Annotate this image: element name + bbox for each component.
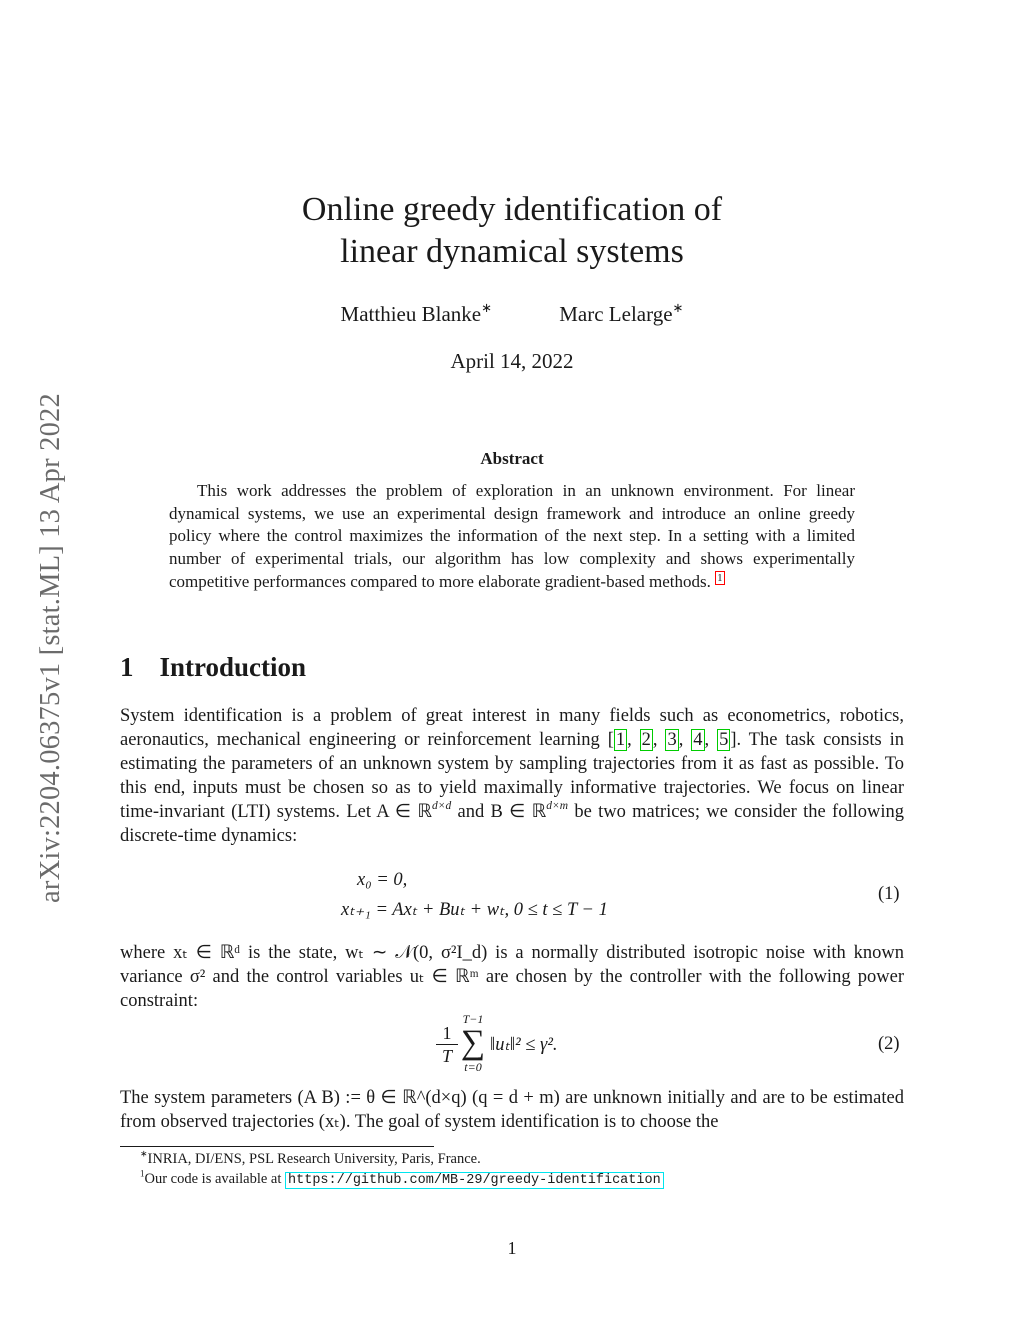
equation-1-number: (1)	[878, 884, 900, 904]
abstract-body: This work addresses the problem of exploration in an unknown environment. For linear dynamical systems, we use an experimental design framework and introduce an online greedy policy where the control maximizes the information of the next step. In a setting with a limited number of experimental trials, our algorithm has low complexity and shows experimentally competitive performances compared to more elaborate gradient-based methods.	[169, 481, 855, 591]
section-title: Introduction	[159, 652, 307, 682]
citation-link[interactable]: 1	[615, 730, 626, 750]
section-number: 1	[120, 652, 134, 682]
section-heading	[120, 652, 306, 683]
paper-title	[0, 189, 1024, 273]
footnote-mark: 1	[140, 1168, 145, 1179]
equation-2-fraction	[436, 1022, 458, 1067]
para-text: ]. The task consists in estimating the parameters of an unknown system by sampling trajectories from it as fast as possible. To this end, inputs must be chosen so as to yield maximally informative trajectories. We focus on linear time-invariant (LTI) systems. Let A ∈ ℝ	[120, 730, 904, 822]
footnote-mark: ∗	[140, 1148, 148, 1159]
page-number: 1	[507, 1238, 517, 1258]
title-line-1: Online greedy identification of	[301, 191, 723, 228]
code-url-link[interactable]: https://github.com/MB-29/greedy-identification	[285, 1172, 664, 1189]
equation-1-line-1: x₀ = 0,	[357, 870, 408, 890]
arxiv-id: arXiv:2204.06375v1 [stat.ML] 13 Apr 2022	[35, 393, 66, 903]
author-name: Marc Lelarge	[559, 302, 673, 326]
sum-sign: ∑	[460, 1024, 486, 1061]
intro-paragraph-3: The system parameters (A B) := θ ∈ ℝ^(d×q) (q = d + m) are unknown initially and are to be estimated from observed trajectories (xₜ). The goal of system identification is to choose the	[120, 1088, 904, 1132]
author-name: Matthieu Blanke	[340, 302, 482, 326]
math-superscript: d×m	[546, 799, 569, 812]
intro-paragraph-2: where xₜ ∈ ℝᵈ is the state, wₜ ∼ 𝒩(0, σ²I_d) is a normally distributed isotropic noise with known variance σ² and the control variables uₜ ∈ ℝᵐ are chosen by the controller with the following power constraint:	[120, 943, 904, 1011]
citation-link[interactable]: 2	[641, 730, 651, 750]
arxiv-sidebar-stamp	[31, 342, 71, 954]
equation-1-line-2: xₜ₊₁ = Axₜ + Buₜ + wₜ, 0 ≤ t ≤ T − 1	[341, 900, 608, 920]
fraction-numerator: 1	[436, 1022, 458, 1045]
para-text: and B ∈ ℝ	[451, 802, 547, 822]
math-superscript: d×d	[431, 799, 452, 812]
citation-link[interactable]: 3	[667, 730, 677, 750]
intro-paragraph-1: System identification is a problem of great interest in many fields such as econometrics, robotics, aeronautics, mechanical engineering or reinforcement learning [ 1 , 2 , 3 , 4 , 5 ]. The task consists in estimating the parameters of an unknown system by sampling trajectories from it as fast as possible. To this end, inputs must be chosen so as to yield maximally informative trajectories. We focus on linear time-invariant (LTI) systems. Let A ∈ ℝ$^{d\times d}$ and B ∈ ℝ$^{d\times m}$ be two matrices; we consider the following discrete-time dynamics:	[120, 706, 904, 846]
paper-date: April 14, 2022	[450, 349, 574, 373]
footnote-code	[140, 1168, 664, 1188]
para-text: System identification is a problem of great interest in many fields such as econometrics, robotics, aeronautics, mechanical engineering or reinforcement learning [	[120, 706, 904, 750]
equation-2-number: (2)	[878, 1034, 900, 1054]
citation-link[interactable]: 4	[693, 730, 703, 750]
footnote-link-1[interactable]: 1	[717, 571, 723, 584]
sum-lower-limit: t=0	[464, 1060, 482, 1074]
author-2	[559, 299, 684, 326]
abstract-heading: Abstract	[480, 449, 544, 468]
footnote-divider	[120, 1146, 434, 1147]
title-line-2: linear dynamical systems	[340, 233, 684, 270]
abstract-text	[169, 480, 855, 594]
para-text: be two matrices; we consider the following discrete-time dynamics:	[120, 802, 904, 846]
equation-2-body: ‖uₜ‖² ≤ γ².	[490, 1035, 558, 1055]
footnote-text: Our code is available at	[144, 1171, 286, 1187]
author-mark: ∗	[481, 299, 492, 315]
author-mark: ∗	[672, 299, 684, 315]
footnote-text: INRIA, DI/ENS, PSL Research University, Paris, France.	[147, 1151, 481, 1167]
author-1	[340, 299, 492, 326]
footnote-affiliation	[140, 1148, 481, 1168]
citation-link[interactable]: 5	[719, 730, 729, 750]
sum-upper-limit: T−1	[462, 1012, 484, 1026]
author-list	[0, 299, 1024, 327]
fraction-denominator: T	[441, 1046, 452, 1066]
equation-2-sum	[458, 1012, 488, 1074]
